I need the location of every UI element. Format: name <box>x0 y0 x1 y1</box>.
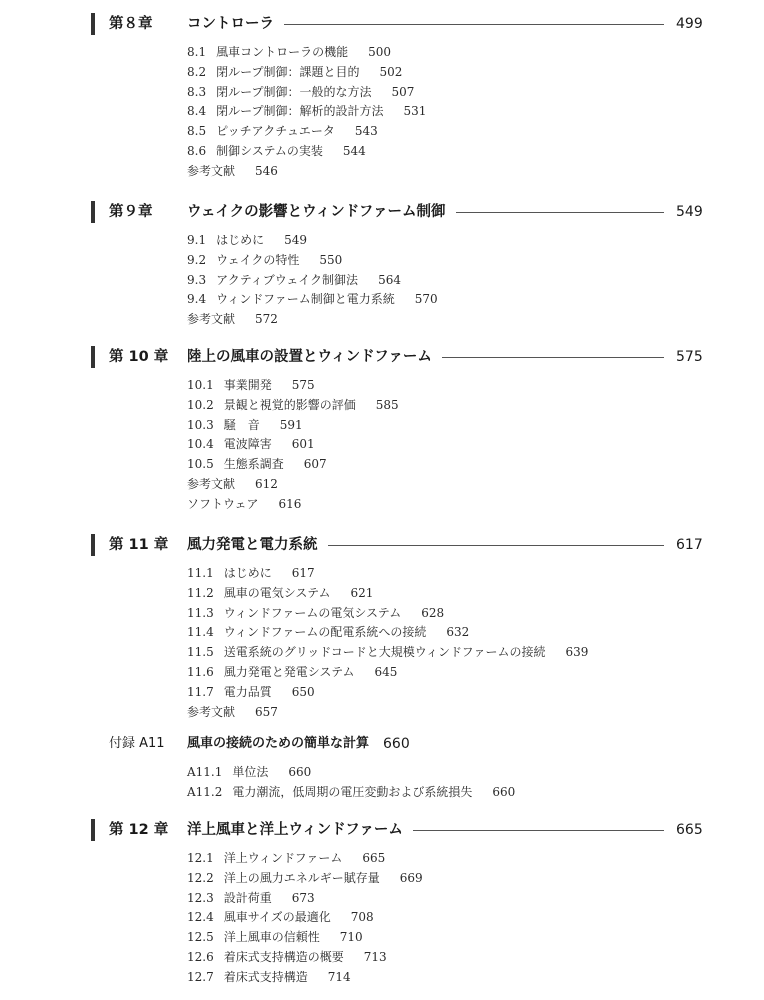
section-number: 10.5 <box>187 457 214 472</box>
section-title: 洋上の風力エネルギー賦存量 <box>223 870 380 885</box>
section-number: 11.5 <box>187 645 214 660</box>
section-page-number: 617 <box>291 566 315 580</box>
section-page-number: 502 <box>379 64 403 79</box>
section-title: 参考文献 <box>187 163 236 178</box>
back-matter-entry[interactable] <box>187 474 278 494</box>
leader-line <box>284 24 664 25</box>
chapter-marker-bar <box>91 819 95 841</box>
chapter-heading[interactable] <box>0 535 764 559</box>
section-title: 閉ループ制御：課題と目的 <box>216 64 360 79</box>
chapter-title: ウェイクの影響とウィンドファーム制御 <box>187 204 446 220</box>
section-title: 景観と視覚的影響の評価 <box>223 397 356 412</box>
chapter-heading[interactable] <box>0 734 764 758</box>
section-title: 事業開発 <box>223 378 272 392</box>
section-entry[interactable] <box>187 622 469 642</box>
section-entry[interactable] <box>187 848 385 868</box>
section-number: 9.2 <box>187 252 207 267</box>
chapter-title: コントローラ <box>187 16 274 32</box>
section-entry[interactable] <box>187 375 315 395</box>
chapter-heading[interactable] <box>0 347 764 371</box>
section-title: 生態系調査 <box>223 457 284 472</box>
section-title: 着床式支持構造 <box>223 969 308 984</box>
back-matter-entry[interactable] <box>187 494 301 514</box>
section-title: 洋上ウィンドファーム <box>223 851 343 865</box>
section-page-number: 544 <box>342 144 366 158</box>
section-number: 10.1 <box>187 378 214 392</box>
section-entry[interactable] <box>187 62 402 82</box>
section-number: 10.2 <box>187 397 214 412</box>
section-number: 12.4 <box>187 910 214 925</box>
section-page-number: 669 <box>399 870 423 885</box>
chapter-title: 風力発電と電力系統 <box>187 537 318 553</box>
section-page-number: 564 <box>378 272 401 287</box>
chapter-title: 陸上の風車の設置とウィンドファーム <box>187 349 432 365</box>
section-number: 11.2 <box>187 585 214 600</box>
section-title: ウィンドファームの配電系統への接続 <box>223 625 427 640</box>
leader-line <box>456 212 664 213</box>
section-title: 電波障害 <box>223 437 272 452</box>
section-entry[interactable] <box>187 662 397 682</box>
section-entry[interactable] <box>187 454 327 474</box>
section-entry[interactable] <box>187 250 342 270</box>
section-number: A11.2 <box>187 784 223 799</box>
section-page-number: 710 <box>339 930 363 945</box>
section-page-number: 616 <box>278 496 302 511</box>
section-title: 騒 音 <box>223 417 260 432</box>
section-page-number: 639 <box>565 645 589 660</box>
section-entry[interactable] <box>187 395 399 415</box>
section-title: アクティブウェイク制御法 <box>216 272 359 287</box>
section-title: ウェイクの特性 <box>216 252 300 267</box>
section-entry[interactable] <box>187 42 391 62</box>
chapter-page-number: 617 <box>676 537 703 553</box>
section-number: 12.3 <box>187 890 214 905</box>
section-page-number: 572 <box>255 312 278 327</box>
chapter-heading[interactable] <box>0 14 764 38</box>
section-title: ピッチアクチュエータ <box>216 124 335 139</box>
chapter-title: 洋上風車と洋上ウィンドファーム <box>187 822 403 838</box>
section-entry[interactable] <box>187 121 378 141</box>
section-number: 9.4 <box>187 292 207 307</box>
section-page-number: 500 <box>368 45 392 59</box>
section-title: 設計荷重 <box>223 890 272 905</box>
section-title: 参考文献 <box>187 704 236 719</box>
chapter-marker-bar <box>91 201 95 223</box>
section-page-number: 657 <box>255 704 278 719</box>
back-matter-entry[interactable] <box>187 702 278 722</box>
chapter-page-number: 499 <box>676 16 703 32</box>
section-entry[interactable] <box>187 230 307 250</box>
section-entry[interactable] <box>187 82 414 102</box>
section-number: 8.6 <box>187 144 207 158</box>
section-number: 10.3 <box>187 417 214 432</box>
leader-line <box>413 830 664 831</box>
section-number: 12.1 <box>187 851 214 865</box>
section-number: 8.4 <box>187 104 207 119</box>
section-title: 電力潮流，低周期の電圧変動および系統損失 <box>232 784 473 799</box>
section-number: 12.2 <box>187 870 214 885</box>
section-entry[interactable] <box>187 888 315 908</box>
section-entry[interactable] <box>187 289 438 309</box>
section-entry[interactable] <box>187 947 387 967</box>
section-number: 8.5 <box>187 124 207 139</box>
section-entry[interactable] <box>187 762 311 782</box>
leader-line <box>442 357 664 358</box>
chapter-heading[interactable] <box>0 202 764 226</box>
section-page-number: 673 <box>291 890 315 905</box>
section-entry[interactable] <box>187 682 315 702</box>
section-entry[interactable] <box>187 603 444 623</box>
section-number: A11.1 <box>187 765 223 779</box>
chapter-page-number: 575 <box>676 349 703 365</box>
section-page-number: 607 <box>303 457 327 472</box>
section-number: 11.4 <box>187 625 214 640</box>
section-title: ウィンドファーム制御と電力系統 <box>216 292 395 307</box>
chapter-marker-bar <box>91 346 95 368</box>
section-title: はじめに <box>223 566 272 580</box>
section-page-number: 531 <box>403 104 427 119</box>
section-number: 8.3 <box>187 84 207 99</box>
back-matter-entry[interactable] <box>187 309 278 329</box>
section-number: 12.6 <box>187 950 214 964</box>
section-title: 風力発電と発電システム <box>223 665 355 679</box>
section-number: 12.7 <box>187 969 214 984</box>
chapter-number: 付録 A11 <box>109 736 165 751</box>
chapter-number: 第８章 <box>109 16 153 32</box>
chapter-heading[interactable] <box>0 820 764 844</box>
section-title: ソフトウェア <box>187 496 259 511</box>
section-number: 10.4 <box>187 437 214 452</box>
section-number: 8.1 <box>187 45 207 59</box>
section-page-number: 591 <box>279 417 303 432</box>
section-page-number: 612 <box>255 477 278 491</box>
section-title: 送電系統のグリッドコードと大規模ウィンドファームの接続 <box>223 645 546 660</box>
section-page-number: 650 <box>291 684 315 699</box>
section-number: 9.1 <box>187 233 207 247</box>
section-title: 風車の電気システム <box>223 585 331 600</box>
section-number: 11.7 <box>187 684 214 699</box>
section-page-number: 543 <box>354 124 378 139</box>
section-number: 8.2 <box>187 64 207 79</box>
section-title: 着床式支持構造の概要 <box>223 950 344 964</box>
section-page-number: 660 <box>492 784 516 799</box>
section-page-number: 632 <box>446 625 470 640</box>
section-page-number: 708 <box>350 910 374 925</box>
chapter-marker-bar <box>91 534 95 556</box>
section-entry[interactable] <box>187 415 303 435</box>
section-title: ウィンドファームの電気システム <box>223 605 402 620</box>
section-page-number: 550 <box>319 252 343 267</box>
section-page-number: 628 <box>421 605 445 620</box>
section-number: 11.3 <box>187 605 214 620</box>
section-entry[interactable] <box>187 101 426 121</box>
section-title: 電力品質 <box>223 684 272 699</box>
back-matter-entry[interactable] <box>187 161 278 181</box>
section-page-number: 507 <box>391 84 415 99</box>
section-page-number: 585 <box>375 397 399 412</box>
section-title: 洋上風車の信頼性 <box>223 930 320 945</box>
section-entry[interactable] <box>187 967 351 987</box>
chapter-number: 第 12 章 <box>109 822 169 838</box>
section-entry[interactable] <box>187 907 374 927</box>
chapter-page-number: 665 <box>676 822 703 838</box>
section-entry[interactable] <box>187 782 515 802</box>
section-number: 11.6 <box>187 665 214 679</box>
section-title: 制御システムの実装 <box>216 144 323 158</box>
section-title: 風車コントローラの機能 <box>216 45 349 59</box>
chapter-number: 第 10 章 <box>109 349 169 365</box>
section-title: 単位法 <box>232 765 269 779</box>
section-page-number: 601 <box>291 437 315 452</box>
section-page-number: 546 <box>255 163 278 178</box>
section-number: 12.5 <box>187 930 214 945</box>
chapter-number: 第９章 <box>109 204 153 220</box>
section-entry[interactable] <box>187 927 363 947</box>
section-title: 閉ループ制御：解析的設計方法 <box>216 104 384 119</box>
leader-line <box>328 545 664 546</box>
chapter-page-number: 660 <box>383 736 410 752</box>
section-page-number: 621 <box>350 585 374 600</box>
section-page-number: 660 <box>288 765 312 779</box>
chapter-page-number: 549 <box>676 204 703 220</box>
section-title: はじめに <box>216 233 265 247</box>
section-entry[interactable] <box>187 868 423 888</box>
section-entry[interactable] <box>187 583 373 603</box>
section-title: 閉ループ制御：一般的な方法 <box>216 84 372 99</box>
section-number: 9.3 <box>187 272 207 287</box>
section-entry[interactable] <box>187 270 401 290</box>
section-entry[interactable] <box>187 434 315 454</box>
section-page-number: 549 <box>284 233 308 247</box>
chapter-title: 風車の接続のための簡単な計算 <box>187 736 370 751</box>
section-number: 11.1 <box>187 566 214 580</box>
section-entry[interactable] <box>187 642 588 662</box>
section-title: 風車サイズの最適化 <box>223 910 331 925</box>
chapter-marker-bar <box>91 13 95 35</box>
section-page-number: 714 <box>327 969 351 984</box>
section-page-number: 713 <box>363 950 387 964</box>
section-title: 参考文献 <box>187 312 236 327</box>
section-entry[interactable] <box>187 141 366 161</box>
section-page-number: 575 <box>291 378 315 392</box>
section-title: 参考文献 <box>187 477 236 491</box>
section-page-number: 570 <box>414 292 438 307</box>
section-page-number: 645 <box>374 665 398 679</box>
section-page-number: 665 <box>362 851 386 865</box>
section-entry[interactable] <box>187 563 315 583</box>
chapter-number: 第 11 章 <box>109 537 169 553</box>
